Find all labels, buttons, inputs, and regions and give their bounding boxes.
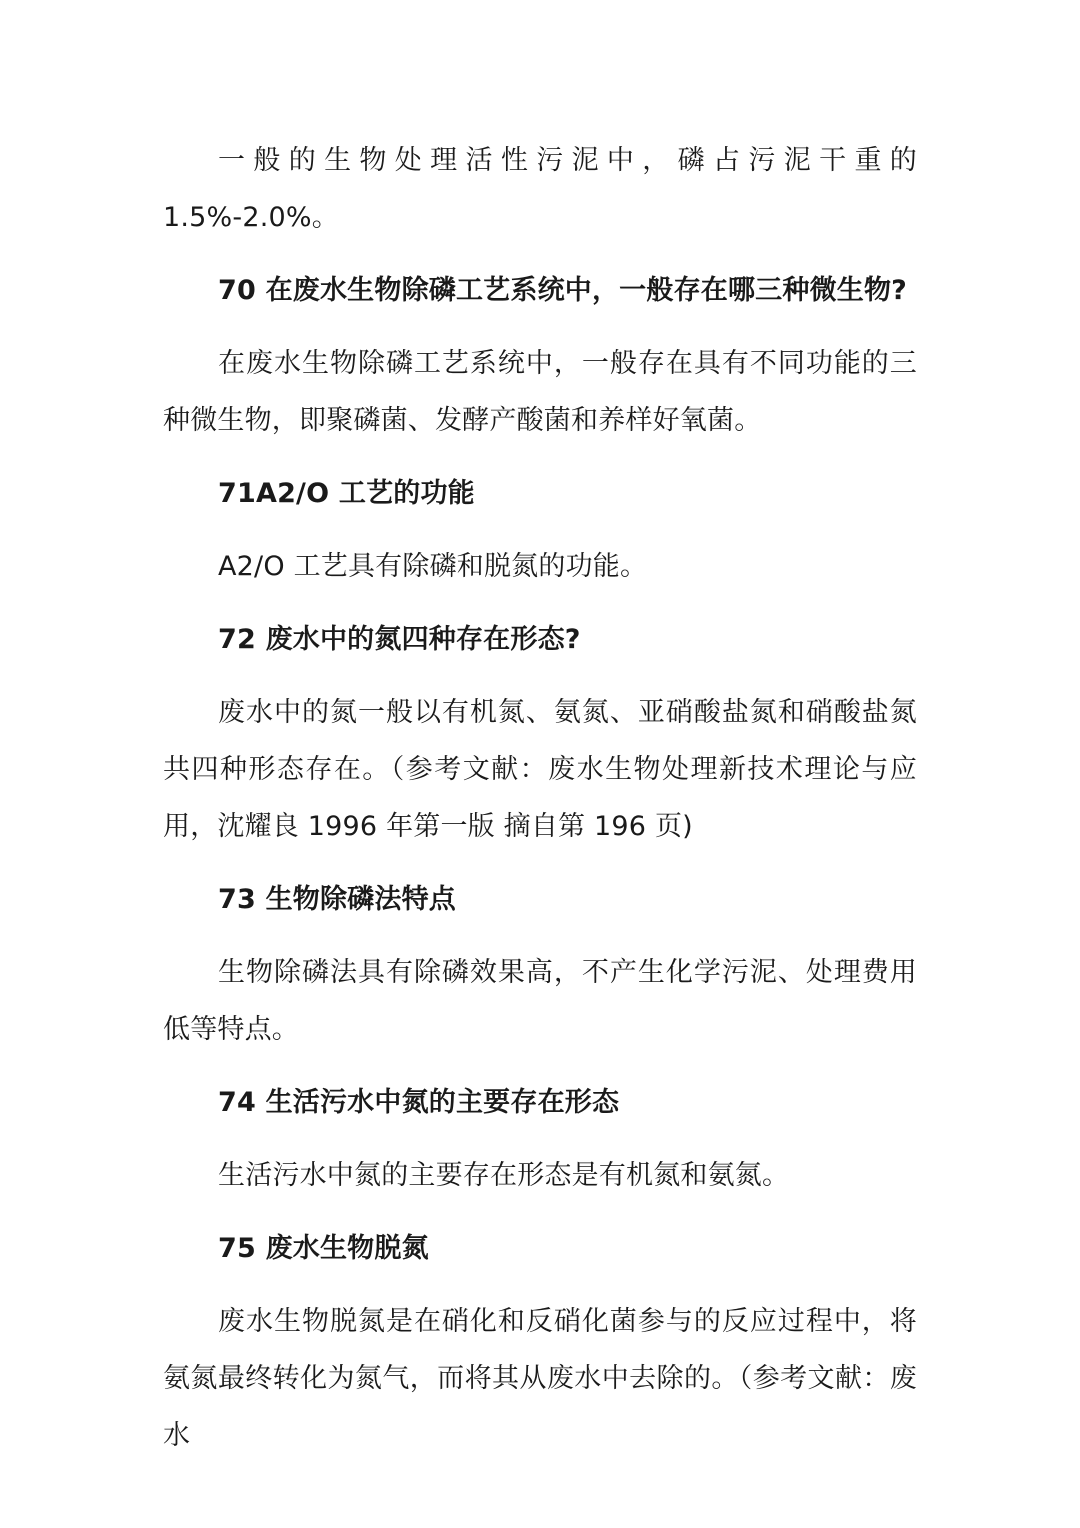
heading-q74: 74 生活污水中氮的主要存在形态	[218, 1087, 620, 1118]
paragraph-a71: A2/O 工艺具有除磷和脱氮的功能。	[218, 551, 648, 582]
paragraph-a74: 生活污水中氮的主要存在形态是有机氮和氨氮。	[218, 1160, 790, 1191]
document-body	[163, 132, 917, 1480]
heading-q70: 70 在废水生物除磷工艺系统中，一般存在哪三种微生物?	[218, 275, 908, 306]
paragraph-a72: 废水中的氮一般以有机氮、氨氮、亚硝酸盐氮和硝酸盐氮共四种形态存在。（参考文献：废水生物处理新技术理论与应用，沈耀良 1996 年第一版 摘自第 196 页)	[163, 697, 917, 842]
heading-q75: 75 废水生物脱氮	[218, 1233, 429, 1264]
heading-q71: 71A2/O 工艺的功能	[218, 478, 475, 509]
heading-q72: 72 废水中的氮四种存在形态?	[218, 624, 581, 655]
paragraph-a73: 生物除磷法具有除磷效果高，不产生化学污泥、处理费用低等特点。	[163, 957, 917, 1045]
heading-q73: 73 生物除磷法特点	[218, 884, 456, 915]
paragraph-a75: 废水生物脱氮是在硝化和反硝化菌参与的反应过程中，将氨氮最终转化为氮气，而将其从废水中去除的。（参考文献：废水	[163, 1306, 917, 1451]
paragraph-phosphorus-content: 一般的生物处理活性污泥中，磷占污泥干重的 1.5%-2.0%。	[163, 145, 917, 233]
paragraph-a70: 在废水生物除磷工艺系统中，一般存在具有不同功能的三种微生物，即聚磷菌、发酵产酸菌和养样好氧菌。	[163, 348, 917, 436]
